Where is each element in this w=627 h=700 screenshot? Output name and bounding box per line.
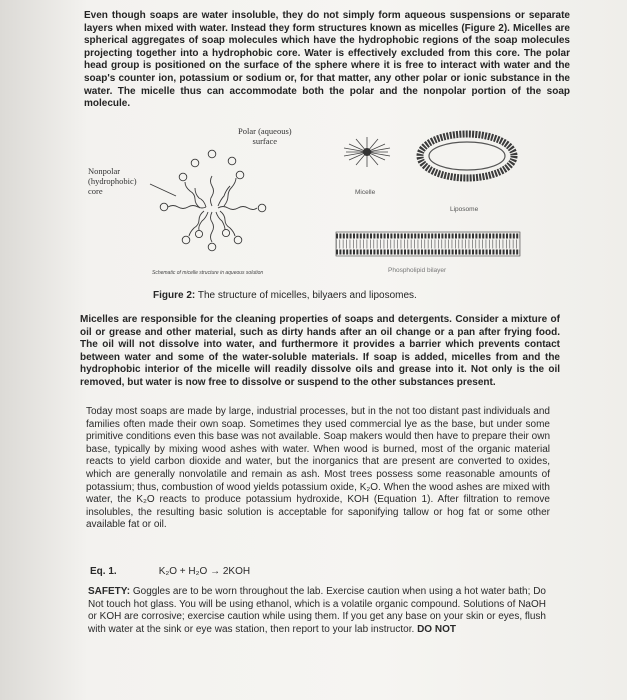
paragraph-safety [88, 586, 546, 636]
liposome-icon [420, 134, 514, 178]
safety-text: Goggles are to be worn throughout the lab. Exercise caution when using a hot water bath; Do Not touch hot glass. You will be using ethanol, which is a volatile organic compound. Solutions of NaOH or KOH are corrosive; exercise caution while using them. If you get any base on your skin or eyes, flush with water at the sink or eye was station, then report to your lab instructor. [88, 586, 546, 635]
equation-formula: K₂O + H₂O → 2KOH [158, 566, 251, 577]
safety-lead: SAFETY: [88, 586, 131, 597]
figure-label-polar-line1: Polar (aqueous) [238, 126, 292, 136]
equation-label: Eq. 1. [90, 566, 117, 577]
figure-caption-label: Figure 2: [153, 290, 196, 301]
paragraph-micelles-intro: Even though soaps are water insoluble, they do not simply form aqueous suspensions or separate layers when mixed with water. Instead they form structures known as micelles (Figure 2). Micelles are spherical aggregates of soap molecules which have the hydrophobic regions of the soap molecules projecting together into a hydrophobic core. Water is effectively excluded from this core. The polar head group is positioned on the surface of the sphere where it is free to interact with water and the soap's counter ion, potassium or sodium or, for that matter, any other polar or ionic substance in the water. The micelle thus can accommodate both the polar and the nonpolar portion of the soap molecule. [84, 10, 570, 110]
paragraph-cleaning: Micelles are responsible for the cleaning properties of soaps and detergents. Consider a mixture of oil or grease and other material, such as dirty hands after an oil change or a pan after frying food. The oil will not dissolve into water, and furthermore it provides a barrier which prevents contact between water and some of the water-soluble materials. If soap is added, micelles from and the hydrophobic interior of the micelle will readily dissolve oils and grease into it. Not only is the oil removed, but water is now free to dissolve or suspend to the other substances present. [80, 314, 560, 388]
figure-caption [153, 290, 417, 301]
figure-caption-text: The structure of micelles, bilyaers and liposomes. [195, 290, 417, 301]
figure-label-schematic: Schematic of micelle structure in aqueous solution [152, 270, 264, 276]
figure-label-nonpolar-line2: (hydrophobic) [88, 176, 137, 186]
figure-label-liposome: Liposome [450, 206, 479, 213]
paragraph-soap-history: Today most soaps are made by large, industrial processes, but in the not too distant past individuals and families often made their own soap. Sometimes they used commercial lye as the base, but under some primitive conditions even this base was not available. Soap makers would then have to prepare their own base, typically by mixing wood ashes with water. When wood is burned, most of the organic material reacts to yield carbon dioxide and water, but the inorganics that are present are converted to oxides, which are generally nonvolatile and remain as ash. Most trees possess some reasonable amounts of potassium; thus, combustion of wood yields potassium oxide, K₂O. When the wood ashes are mixed with water, the K₂O reacts to produce potassium hydroxide, KOH (Equation 1). After filtration to remove insolubles, the resulting basic solution is acceptable for saponifying tallow or hog fat or some other available fat or oil. [86, 406, 550, 531]
safety-tail: DO NOT [417, 623, 456, 635]
figure-label-polar-line2: surface [252, 136, 278, 146]
figure-label-nonpolar-line1: Nonpolar [88, 166, 121, 176]
figure-label-nonpolar-line3: core [88, 186, 103, 196]
figure-label-micelle: Micelle [355, 189, 376, 196]
micelle-schematic [150, 150, 266, 251]
bilayer-icon [336, 232, 520, 256]
figure-label-bilayer: Phospholipid bilayer [388, 267, 447, 274]
micelle-icon [344, 137, 390, 167]
equation-1 [90, 566, 250, 577]
